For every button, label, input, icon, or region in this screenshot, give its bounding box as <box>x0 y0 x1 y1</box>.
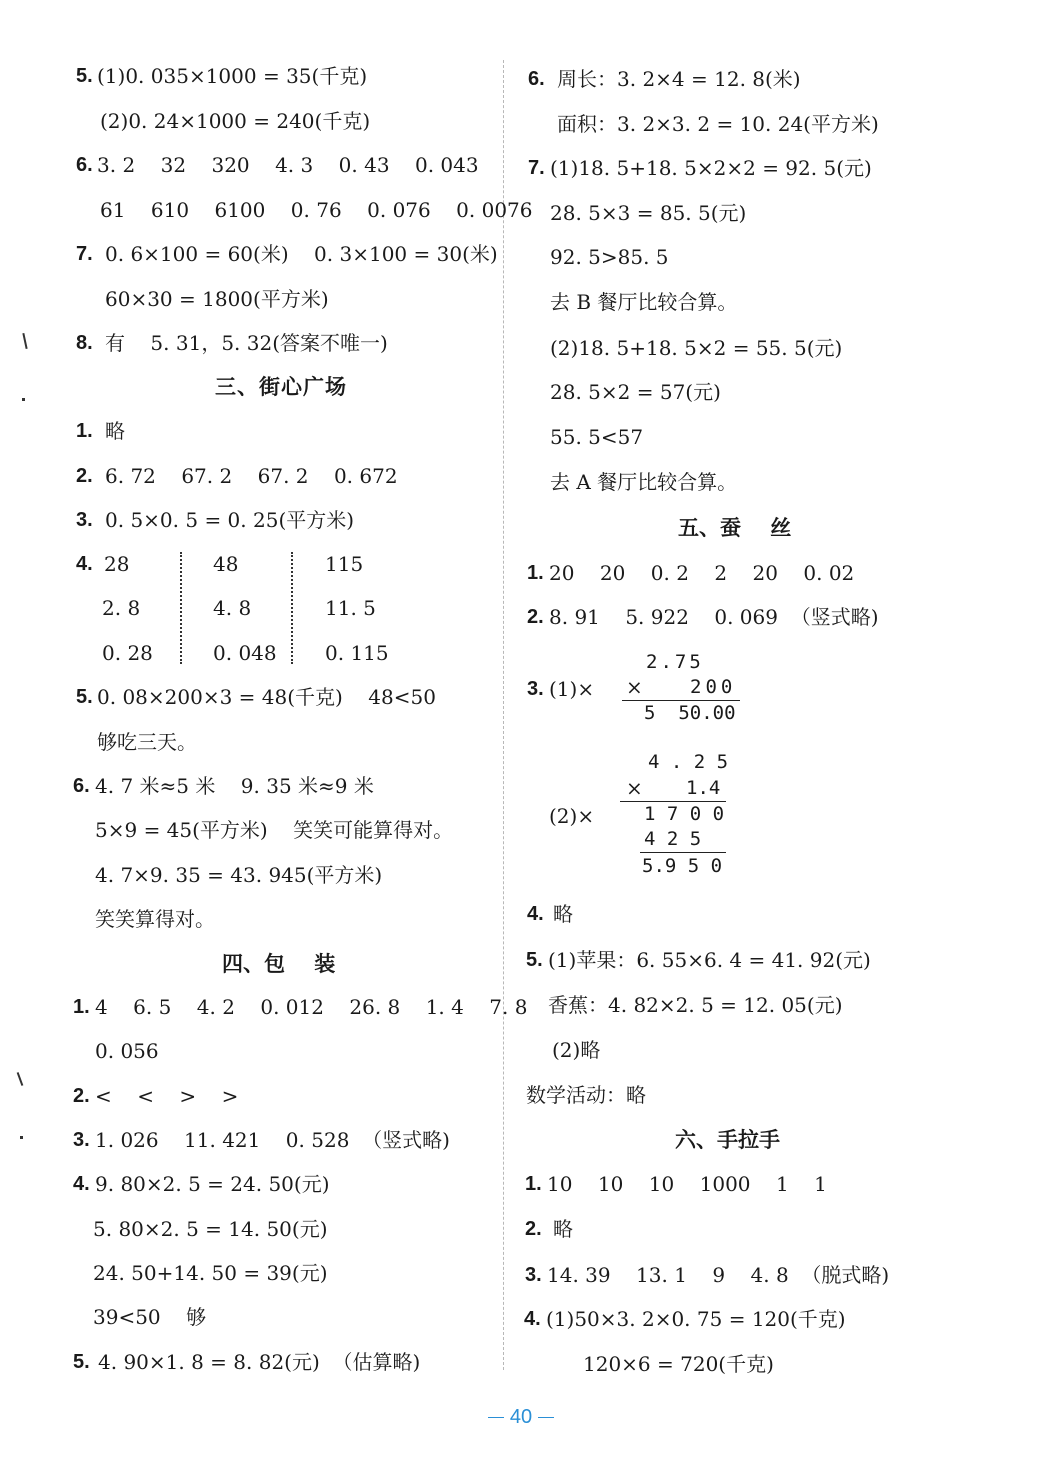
s5-q1-answer: 20 20 0. 2 2 20 0. 02 <box>549 561 855 585</box>
r-q7-answer-3: 92. 5>85. 5 <box>550 245 669 269</box>
s4-q4-answer-1: 9. 80×2. 5 = 24. 50(元) <box>95 1172 330 1196</box>
s4-q5-number: 5. <box>73 1351 90 1373</box>
s3-q4-cell: 48 <box>213 552 239 576</box>
s5-q3-part1-label: (1)× <box>549 677 595 701</box>
s5-q5-answer-1: (1)苹果：6. 55×6. 4 = 41. 92(元) <box>548 948 871 972</box>
r-q7-answer-1: (1)18. 5+18. 5×2×2 = 92. 5(元) <box>550 156 872 180</box>
q6-number: 6. <box>76 154 93 176</box>
s5-q3-part2-label: (2)× <box>549 804 595 828</box>
margin-mark <box>20 1136 23 1139</box>
q7-number: 7. <box>76 243 93 265</box>
calc2-partial-2: 4 2 5 <box>644 828 702 850</box>
r-q7-answer-5: (2)18. 5+18. 5×2 = 55. 5(元) <box>550 336 843 360</box>
s5-q5-number: 5. <box>526 949 543 971</box>
s6-q4-number: 4. <box>524 1308 541 1330</box>
calc1-multiplicand: 2.75 <box>646 651 704 673</box>
s3-q4-cell: 115 <box>325 552 364 576</box>
r-q7-answer-8: 去 A 餐厅比较合算。 <box>550 470 738 494</box>
s3-q2-number: 2. <box>76 465 93 487</box>
calc2-multiplicand: 4 . 2 5 <box>648 751 729 773</box>
calc2-multiplier: 1.4 <box>686 777 721 799</box>
s5-q5-answer-2: 香蕉：4. 82×2. 5 = 12. 05(元) <box>548 993 843 1017</box>
q8-number: 8. <box>76 332 93 354</box>
section-5-title: 五、蚕 丝 <box>678 516 792 540</box>
s6-q2-number: 2. <box>525 1218 542 1240</box>
r-q6-answer-1: 周长：3. 2×4 = 12. 8(米) <box>557 67 801 91</box>
s3-q5-answer-1: 0. 08×200×3 = 48(千克) 48<50 <box>97 685 436 709</box>
margin-mark <box>22 398 25 401</box>
s3-q6-answer-3: 4. 7×9. 35 = 43. 945(平方米) <box>95 863 383 887</box>
s4-q5-answer: 4. 90×1. 8 = 8. 82(元) （估算略) <box>98 1350 421 1374</box>
r-q7-number: 7. <box>528 157 545 179</box>
s3-q4-separator <box>180 552 182 664</box>
s3-q4-cell: 28 <box>104 552 130 576</box>
section-6-title: 六、手拉手 <box>675 1128 780 1152</box>
s6-q4-answer-2: 120×6 = 720(千克) <box>583 1352 774 1376</box>
s4-q1-number: 1. <box>73 996 90 1018</box>
s4-q4-answer-3: 24. 50+14. 50 = 39(元) <box>93 1261 328 1285</box>
s5-q2-answer: 8. 91 5. 922 0. 069 （竖式略) <box>549 605 879 629</box>
s3-q6-number: 6. <box>73 775 90 797</box>
page-number-dash-left <box>488 1417 504 1418</box>
s4-q3-number: 3. <box>73 1129 90 1151</box>
s6-q2-answer: 略 <box>553 1217 573 1241</box>
s3-q6-answer-4: 笑笑算得对。 <box>95 907 215 931</box>
s3-q1-number: 1. <box>76 420 93 442</box>
r-q7-answer-6: 28. 5×2 = 57(元) <box>550 380 721 404</box>
s3-q4-cell: 0. 048 <box>213 641 277 665</box>
q7-answer-1: 0. 6×100 = 60(米) 0. 3×100 = 30(米) <box>105 242 498 266</box>
margin-mark <box>22 333 27 349</box>
s3-q5-answer-2: 够吃三天。 <box>97 730 197 754</box>
s3-q3-number: 3. <box>76 509 93 531</box>
q8-answer: 有 5. 31，5. 32(答案不唯一) <box>105 331 388 355</box>
s3-q5-number: 5. <box>76 686 93 708</box>
calc2-product: 5.9 5 0 <box>642 855 723 877</box>
q7-answer-2: 60×30 = 1800(平方米) <box>105 287 329 311</box>
calc1-operator: × <box>626 675 643 699</box>
s4-q4-answer-2: 5. 80×2. 5 = 14. 50(元) <box>93 1217 328 1241</box>
calc2-partial-1: 1 7 0 0 <box>644 803 725 825</box>
page-number-value: 40 <box>509 1406 533 1428</box>
q5-number: 5. <box>76 65 93 87</box>
s3-q4-cell: 4. 8 <box>213 596 252 620</box>
calc2-rule-2 <box>640 852 726 853</box>
s4-q1-answer-2: 0. 056 <box>95 1039 159 1063</box>
s6-q1-answer: 10 10 10 1000 1 1 <box>547 1172 827 1196</box>
q6-answer-1: 3. 2 32 320 4. 3 0. 43 0. 043 <box>97 153 479 177</box>
calc1-product: 5 50.00 <box>644 702 736 724</box>
s5-q4-answer: 略 <box>553 902 573 926</box>
calc2-rule <box>620 801 726 802</box>
s3-q4-separator <box>291 552 293 664</box>
s3-q4-cell: 2. 8 <box>102 596 141 620</box>
math-activity: 数学活动：略 <box>526 1083 646 1107</box>
r-q7-answer-4: 去 B 餐厅比较合算。 <box>550 290 738 314</box>
r-q6-answer-2: 面积：3. 2×3. 2 = 10. 24(平方米) <box>557 112 879 136</box>
calc2-operator: × <box>626 776 643 800</box>
r-q7-answer-7: 55. 5<57 <box>550 425 644 449</box>
s3-q6-answer-2: 5×9 = 45(平方米) 笑笑可能算得对。 <box>95 818 454 842</box>
s3-q2-answer: 6. 72 67. 2 67. 2 0. 672 <box>105 464 398 488</box>
s3-q4-cell: 0. 115 <box>325 641 389 665</box>
column-divider <box>503 60 504 1370</box>
s4-q4-answer-4: 39<50 够 <box>93 1305 207 1329</box>
q5-answer-1: (1)0. 035×1000 = 35(千克) <box>97 64 368 88</box>
page-number-dash-right <box>538 1417 554 1418</box>
s5-q4-number: 4. <box>527 903 544 925</box>
s4-q2-number: 2. <box>73 1085 90 1107</box>
s5-q5-answer-3: (2)略 <box>552 1038 601 1062</box>
calc1-multiplier: 200 <box>690 676 737 698</box>
s4-q1-answer-1: 4 6. 5 4. 2 0. 012 26. 8 1. 4 7. 8 <box>95 995 528 1019</box>
s4-q2-answer: < < > > <box>95 1084 239 1108</box>
s4-q4-number: 4. <box>73 1173 90 1195</box>
s6-q3-answer: 14. 39 13. 1 9 4. 8 （脱式略) <box>547 1263 890 1287</box>
calc1-rule <box>622 700 740 701</box>
s3-q6-answer-1: 4. 7 米≈5 米 9. 35 米≈9 米 <box>95 774 374 798</box>
margin-mark <box>17 1072 24 1086</box>
s5-q3-number: 3. <box>527 678 544 700</box>
q5-answer-2: (2)0. 24×1000 = 240(千克) <box>100 109 371 133</box>
s3-q1-answer: 略 <box>105 419 125 443</box>
r-q7-answer-2: 28. 5×3 = 85. 5(元) <box>550 201 747 225</box>
s3-q4-cell: 11. 5 <box>325 596 376 620</box>
s3-q4-cell: 0. 28 <box>102 641 153 665</box>
section-3-title: 三、街心广场 <box>215 375 347 399</box>
r-q6-number: 6. <box>528 68 545 90</box>
s6-q4-answer-1: (1)50×3. 2×0. 75 = 120(千克) <box>546 1307 846 1331</box>
q6-answer-2: 61 610 6100 0. 76 0. 076 0. 0076 <box>100 198 533 222</box>
s6-q3-number: 3. <box>525 1264 542 1286</box>
s3-q4-number: 4. <box>76 553 93 575</box>
section-4-title: 四、包 装 <box>222 952 336 976</box>
s6-q1-number: 1. <box>525 1173 542 1195</box>
page-number <box>0 1406 1042 1429</box>
s5-q1-number: 1. <box>527 562 544 584</box>
s4-q3-answer: 1. 026 11. 421 0. 528 （竖式略) <box>95 1128 450 1152</box>
s5-q2-number: 2. <box>527 606 544 628</box>
s3-q3-answer: 0. 5×0. 5 = 0. 25(平方米) <box>105 508 355 532</box>
